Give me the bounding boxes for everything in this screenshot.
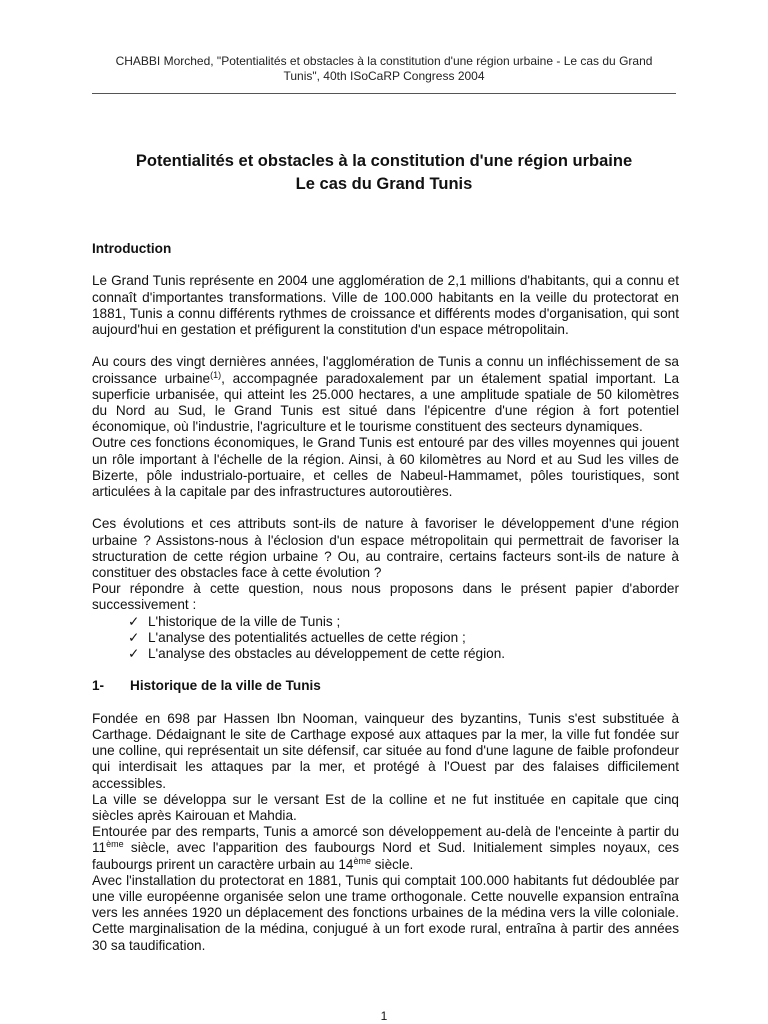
section-1-paragraph-4: Avec l'installation du protectorat en 1881, Tunis qui comptait 100.000 habitants fut dédoublée par une ville européenne organisée selon une trame orthogonale. Cette nouvelle expansion entraîna vers les années 1920 un déplacement des fonctions urbaines de la médina vers la ville coloniale. Cette marginalisation de la médina, conjugué à un fort exode rural, entraîna à partir des années 30 sa taudification.: [92, 872, 679, 953]
section-1-heading: [92, 678, 679, 694]
intro-paragraph-4: Ces évolutions et ces attributs sont-ils de nature à favoriser le développement d'une région urbaine ? Assistons-nous à l'éclosion d'un espace métropolitain qui permettrait de favoriser la structuration de cette région urbaine ? Ou, au contraire, certains facteurs sont-ils de nature à constituer des obstacles face à cette évolution ?: [92, 516, 679, 581]
title-line-1: Potentialités et obstacles à la constitution d'une région urbaine: [135, 152, 633, 170]
section-number: 1-: [92, 678, 105, 694]
section-title: Historique de la ville de Tunis: [130, 678, 321, 694]
header-line-1: CHABBI Morched, "Potentialités et obstacles à la constitution d'une région urbaine - Le cas du Grand: [115, 54, 653, 68]
paper-title: [92, 150, 676, 196]
checkmark-icon: ✓: [128, 629, 140, 645]
footnote-ref: (1): [210, 369, 222, 380]
header-divider: [92, 93, 676, 94]
intro-paragraph-1: Le Grand Tunis représente en 2004 une agglomération de 2,1 millions d'habitants, qui a connu et connaît d'importantes transformations. Ville de 100.000 habitants en la veille du protectorat en 1881, Tunis a connu différents rythmes de croissance et différents modes d'organisation, qui sont aujourd'hui en gestation et préfigurent la constitution d'un espace métropolitain.: [92, 273, 679, 337]
page-number: 1: [380, 1009, 388, 1023]
section-1-paragraph-3: Entourée par des remparts, Tunis a amorcé son développement au-delà de l'enceinte à partir du 11ème siècle, avec l'apparition des faubourgs Nord et Sud. Initialement simples noyaux, ces faubourgs prirent un caractère urbain au 14ème siècle.: [92, 824, 679, 872]
list-item: ✓ L'analyse des obstacles au développement de cette région.: [128, 646, 506, 662]
checkmark-icon: ✓: [128, 646, 140, 662]
section-1-paragraph-2: La ville se développa sur le versant Est de la colline et ne fut instituée en capitale que cinq siècles après Kairouan et Mahdia.: [92, 791, 679, 824]
outline-list: [92, 614, 679, 663]
paper-body: [92, 241, 679, 954]
intro-paragraph-5: Pour répondre à cette question, nous nous proposons dans le présent papier d'aborder successivement :: [92, 581, 679, 613]
list-item: ✓ L'analyse des potentialités actuelles de cette région ;: [128, 629, 466, 645]
intro-paragraph-2: Au cours des vingt dernières années, l'agglomération de Tunis a connu un infléchissement de sa croissance urbaine$^{(1)}$, accompagnée paradoxalement par un étalement spatial important. La superficie urbanisée, qui atteint les 25.000 hectares, a une amplitude spatiale de 50 kilomètres du Nord au Sud, le Grand Tunis est situé dans l'épicentre d'une région à fort potentiel économique, où l'industrie, l'agriculture et le tourisme constituent des secteurs dynamiques.: [92, 354, 679, 435]
intro-paragraph-3: Outre ces fonctions économiques, le Grand Tunis est entouré par des villes moyennes qui jouent un rôle important à l'échelle de la région. Ainsi, à 60 kilomètres au Nord et au Sud les villes de Bizerte, pôle industrialo-portuaire, et celles de Nabeul-Hammamet, pôles touristiques, sont articulées à la capitale par des infrastructures autoroutières.: [92, 435, 679, 500]
title-line-2: Le cas du Grand Tunis: [295, 175, 473, 193]
section-1-paragraph-1: Fondée en 698 par Hassen Ibn Nooman, vainqueur des byzantins, Tunis s'est substituée à Carthage. Dédaignant le site de Carthage exposé aux attaques par la mer, la ville fut fondée sur une colline, qui représentait un site défensif, car située au fond d'une lagune de faible profondeur qui interdisait les attaques par la mer, et protégé à l'Ouest par des falaises difficilement accessibles.: [92, 710, 679, 791]
running-header: [92, 54, 676, 84]
introduction-heading: Introduction: [92, 241, 172, 256]
checkmark-icon: ✓: [128, 613, 140, 629]
list-item: ✓ L'historique de la ville de Tunis ;: [128, 613, 341, 629]
header-line-2: Tunis", 40th ISoCaRP Congress 2004: [283, 69, 485, 83]
